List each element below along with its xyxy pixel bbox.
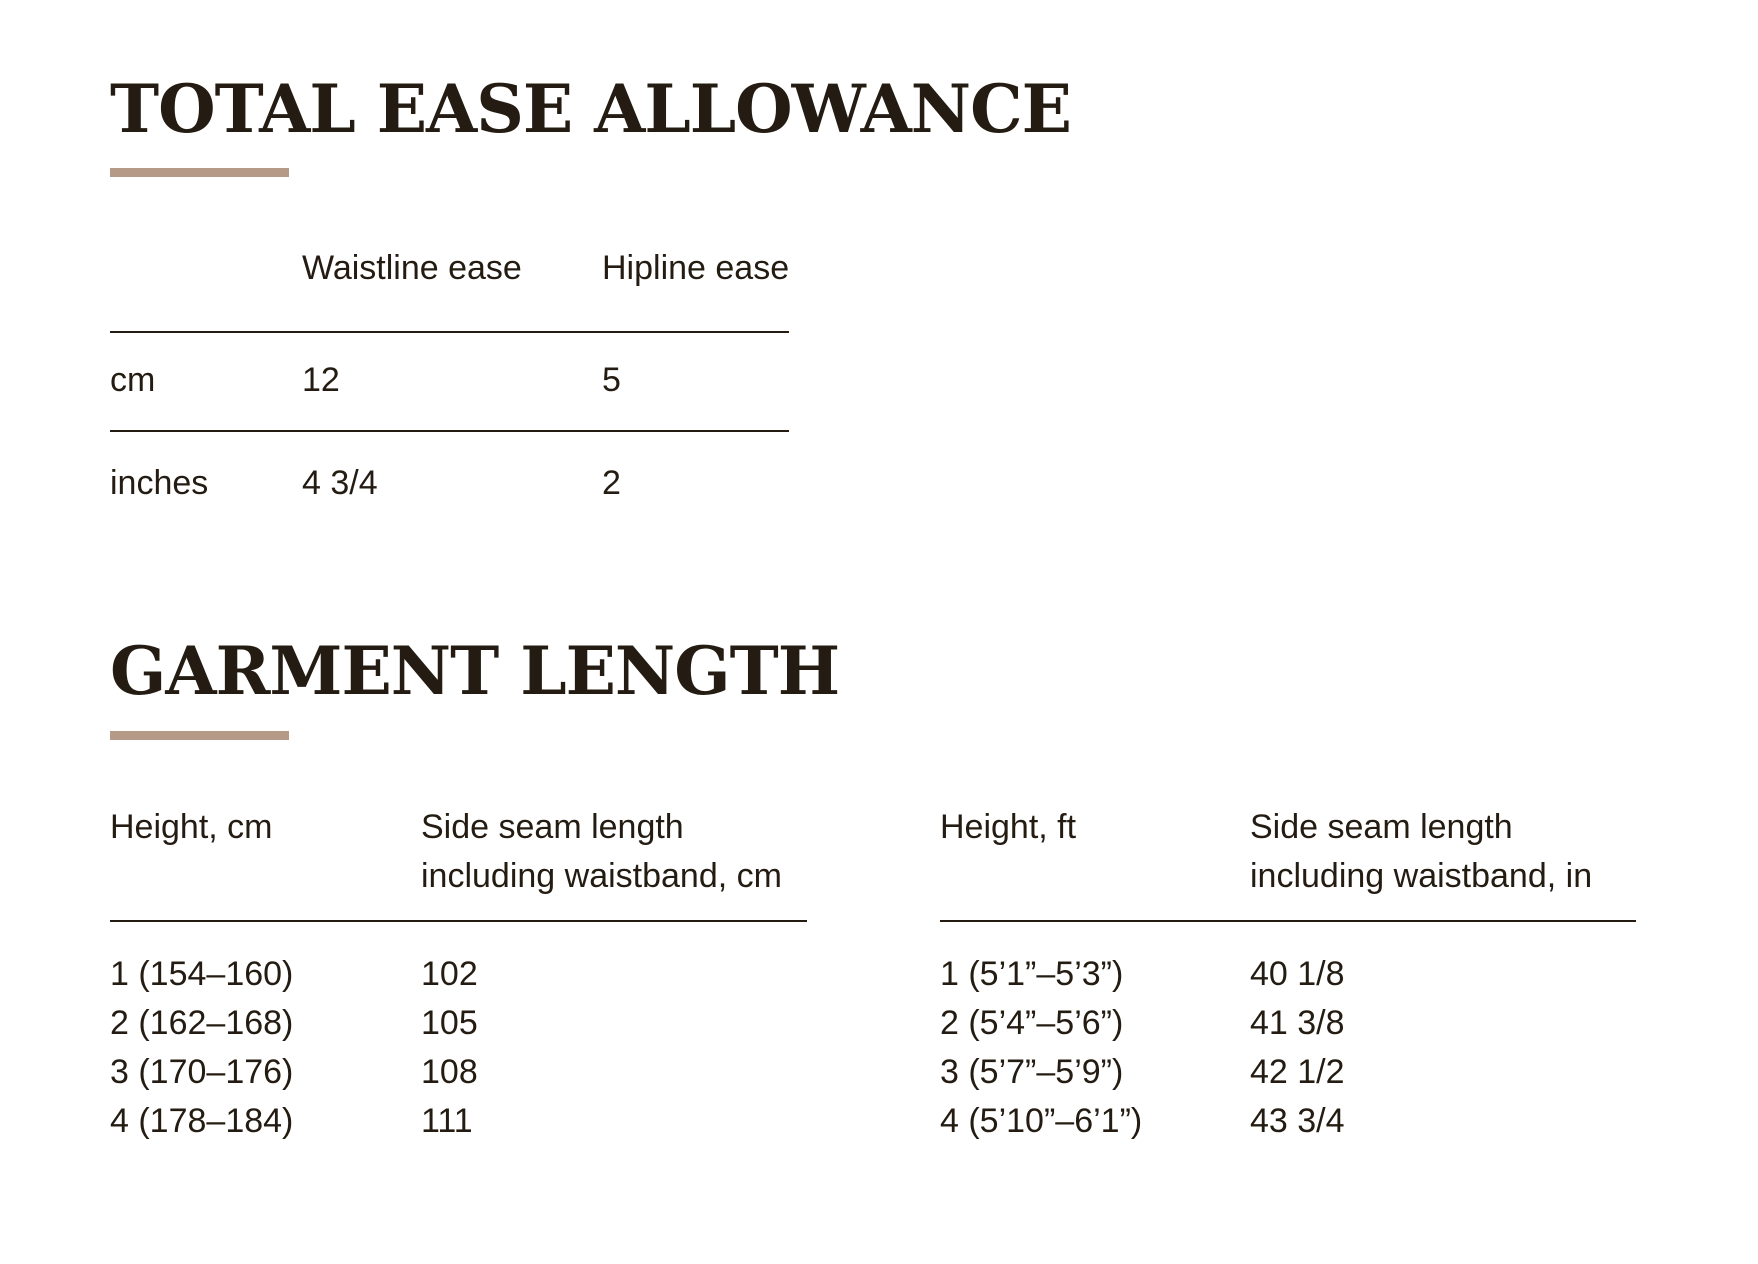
imperial-header-length-line1: Side seam length xyxy=(1250,808,1513,846)
metric-header-divider xyxy=(110,920,807,922)
imperial-row-length: 43 3/4 xyxy=(1250,1102,1345,1140)
imperial-header-length-line2: including waistband, in xyxy=(1250,857,1593,895)
metric-row-height: 4 (178–184) xyxy=(110,1102,294,1140)
metric-row-length: 102 xyxy=(421,955,478,993)
ease-row-hipline: 5 xyxy=(602,361,621,399)
imperial-row-height: 2 (5’4”–5’6”) xyxy=(940,1004,1124,1042)
metric-header-length-line1: Side seam length xyxy=(421,808,684,846)
ease-header-hipline: Hipline ease xyxy=(602,249,790,287)
metric-header-length-line2: including waistband, cm xyxy=(421,857,782,895)
imperial-row-length: 42 1/2 xyxy=(1250,1053,1345,1091)
imperial-row-height: 3 (5’7”–5’9”) xyxy=(940,1053,1124,1091)
metric-row-length: 111 xyxy=(421,1102,473,1140)
imperial-row-height: 1 (5’1”–5’3”) xyxy=(940,955,1124,993)
metric-row-height: 2 (162–168) xyxy=(110,1004,294,1042)
ease-row-divider xyxy=(110,430,789,432)
ease-row-unit: cm xyxy=(110,361,156,399)
garment-length-title: GARMENT LENGTH xyxy=(110,632,840,710)
metric-row-length: 105 xyxy=(421,1004,478,1042)
ease-row-waistline: 4 3/4 xyxy=(302,464,378,502)
imperial-header-height: Height, ft xyxy=(940,808,1077,846)
ease-title-underline xyxy=(110,168,289,177)
length-title-underline xyxy=(110,731,289,740)
ease-row-hipline: 2 xyxy=(602,464,621,502)
metric-row-length: 108 xyxy=(421,1053,478,1091)
imperial-row-height: 4 (5’10”–6’1”) xyxy=(940,1102,1143,1140)
imperial-header-divider xyxy=(940,920,1636,922)
metric-row-height: 1 (154–160) xyxy=(110,955,294,993)
imperial-row-length: 40 1/8 xyxy=(1250,955,1345,993)
metric-header-height: Height, cm xyxy=(110,808,273,846)
metric-row-height: 3 (170–176) xyxy=(110,1053,294,1091)
ease-row-unit: inches xyxy=(110,464,209,502)
ease-header-waistline: Waistline ease xyxy=(302,249,522,287)
ease-row-waistline: 12 xyxy=(302,361,340,399)
ease-header-divider xyxy=(110,331,789,333)
imperial-row-length: 41 3/8 xyxy=(1250,1004,1345,1042)
ease-allowance-title: TOTAL EASE ALLOWANCE xyxy=(110,70,1071,148)
